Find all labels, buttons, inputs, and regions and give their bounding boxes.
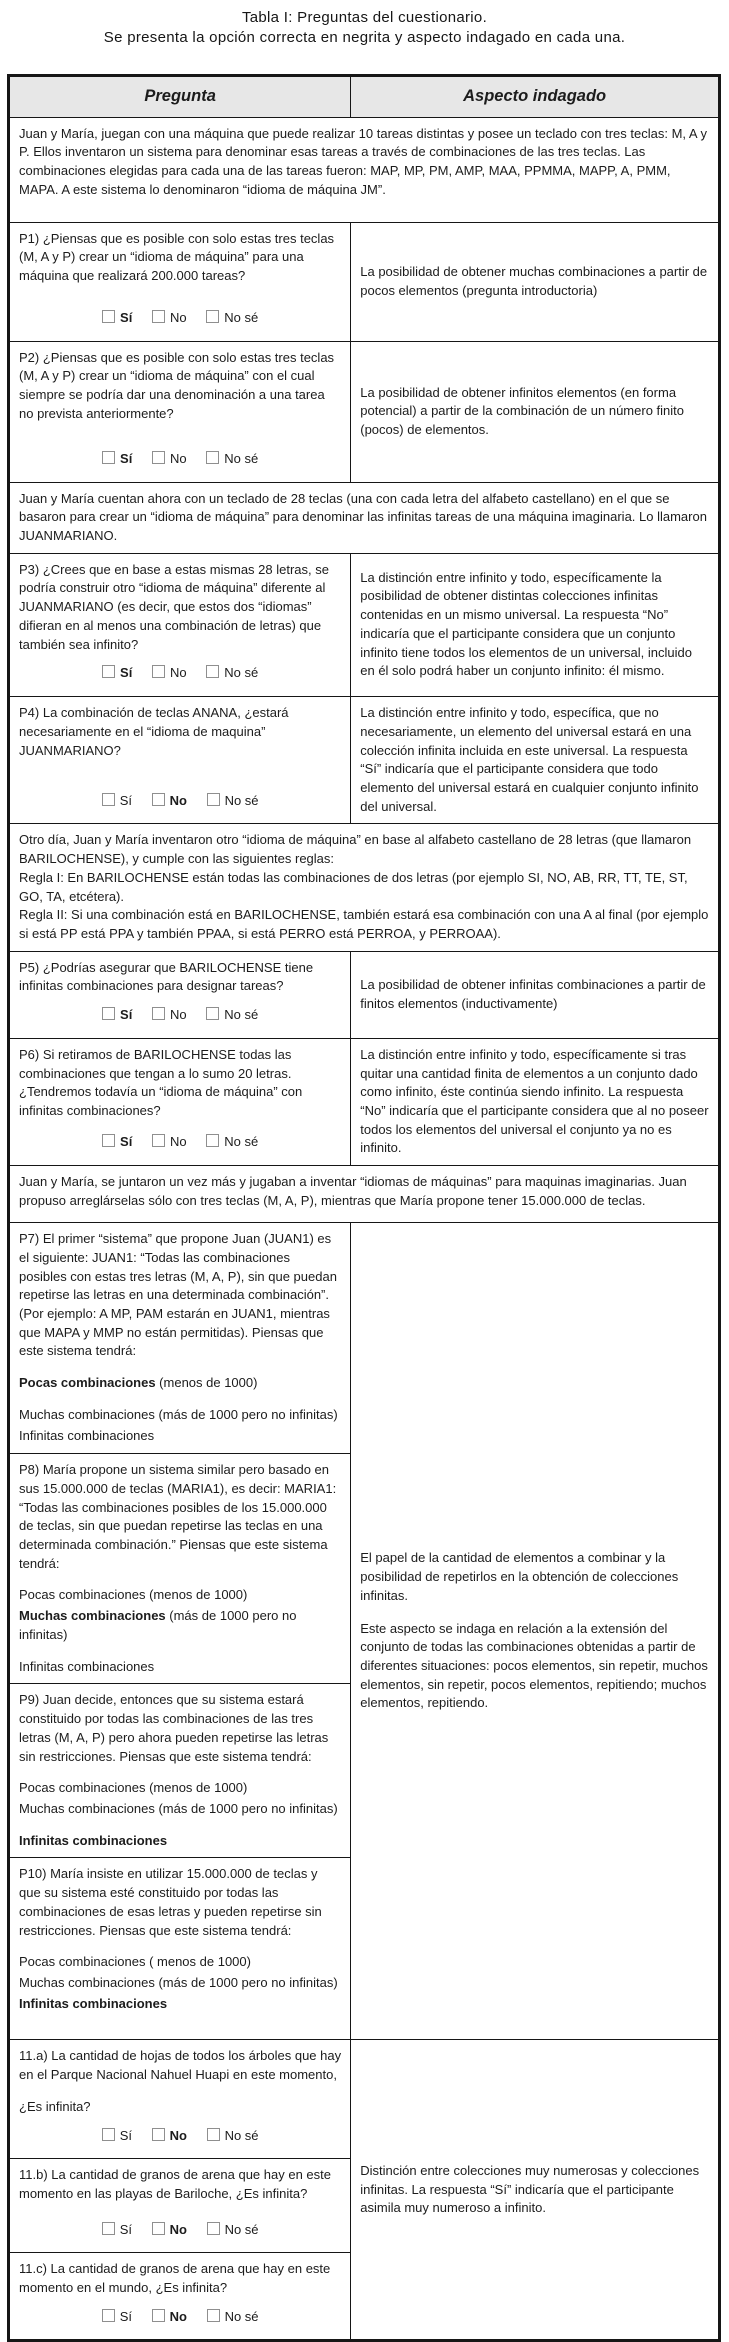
option-nose: No sé bbox=[207, 793, 259, 808]
answer-options-11a bbox=[19, 2117, 341, 2152]
option-si: Sí bbox=[102, 2309, 132, 2324]
checkbox-icon bbox=[102, 1007, 115, 1020]
checkbox-icon bbox=[206, 1134, 219, 1147]
scenario-jm-text: Juan y María, juegan con una máquina que puede realizar 10 tareas distintas y posee un teclado con tres teclas: M, A y P. Ellos inventaron un sistema para denominar esas tareas a través de combinaciones de las tres teclas. Las combinaciones elegidas para cada una de las tareas fueron: MAP, MP, PM, AMP, MAA, PPMMA, MAPP, A, PMM, MAPA. A este sistema lo denominaron “idioma de máquina JM”. bbox=[19, 125, 707, 197]
answer-options-p3 bbox=[19, 654, 341, 689]
checkbox-icon bbox=[102, 2128, 115, 2141]
scenario-regla1-text: Regla I: En BARILOCHENSE están todas las combinaciones de dos letras (por ejemplo SI, NO, AB, RR, TT, TE, ST, GO, TA, etcétera). bbox=[19, 869, 688, 904]
question-text-p6: P6) Si retiramos de BARILOCHENSE todas las combinaciones que tengan a lo sumo 20 letras. ¿Tendremos todavía un “idioma de máquina” con infinitas combinaciones? bbox=[19, 1046, 303, 1118]
option-nose: No sé bbox=[206, 1007, 258, 1022]
aspect-text-p4: La distinción entre infinito y todo, específica, que no necesariamente, un elemento del universal estará en una colección infinita incluida en este universal. La respuesta “Sí” indicaría que el participante considera que todo elemento del universal estará en cualquier conjunto infinito del universal. bbox=[360, 705, 699, 814]
question-text-p8: P8) María propone un sistema similar pero basado en sus 15.000.000 de teclas (MARIA1), es decir: MARIA1: “Todas las combinaciones posibles de los 15.000.000 de teclas, sin que puedan repetirse las teclas en una determinada combinación.” Piensas que este sistema tendrá: bbox=[19, 1462, 337, 1571]
question-row-p1 bbox=[10, 222, 718, 341]
scenario-row-jm bbox=[10, 117, 718, 222]
aspect-paragraph-2: Este aspecto se indaga en relación a la extensión del conjunto de todas las combinaciones obtenidas a partir de diferentes situaciones: pocos elementos, sin repetir, muchos elementos, sin repetir, pocos elementos, repitiendo; muchos elementos, repitiendo. bbox=[360, 1620, 708, 1711]
questionnaire-table bbox=[7, 74, 721, 2342]
scenario-row-barilochense bbox=[10, 823, 718, 950]
option-si: Sí bbox=[102, 793, 132, 808]
question-text-p2: P2) ¿Piensas que es posible con solo estas tres teclas (M, A y P) crear un “idioma de máquina” con el cual siempre se podría dar una denominación a una tarea no prevista anteriormente? bbox=[19, 349, 335, 421]
combo-option-muchas: Muchas combinaciones (más de 1000 pero no infinitas) bbox=[19, 1406, 338, 1422]
aspect-paragraph-1: El papel de la cantidad de elementos a combinar y la posibilidad de repetirlos en la obtención de colecciones infinitas. bbox=[360, 1550, 679, 1603]
question-text-11a-2: ¿Es infinita? bbox=[19, 2098, 91, 2114]
header-row bbox=[10, 77, 718, 117]
question-row-p3 bbox=[10, 553, 718, 696]
checkbox-icon bbox=[206, 665, 219, 678]
question-text-11a: 11.a) La cantidad de hojas de todos los árboles que hay en el Parque Nacional Nahuel Huapi en este momento, bbox=[19, 2048, 342, 2083]
scenario-maquinas-text: Juan y María, se juntaron un vez más y jugaban a inventar “idiomas de máquinas” para maquinas imaginarias. Juan propuso arreglárselas sólo con tres teclas (M, A, P), mientras que María propone tener 15.000.000 de teclas. bbox=[19, 1174, 687, 1208]
table-caption bbox=[0, 0, 729, 48]
answer-options-11b bbox=[19, 2211, 341, 2246]
question-row-p9 bbox=[10, 1683, 351, 1857]
col-header-pregunta: Pregunta bbox=[10, 77, 351, 117]
question-row-11a bbox=[10, 2040, 351, 2158]
checkbox-icon bbox=[207, 2309, 220, 2322]
option-nose: No sé bbox=[206, 310, 258, 325]
option-si: Sí bbox=[102, 451, 132, 466]
combo-option-infinitas: Infinitas combinaciones bbox=[19, 1658, 155, 1674]
aspect-text-11: Distinción entre colecciones muy numerosas y colecciones infinitas. La respuesta “Sí” indicaría que el participante asimila muy numeroso a infinito. bbox=[360, 2162, 700, 2216]
combo-option-pocas: Pocas combinaciones (menos de 1000) bbox=[19, 1780, 248, 1796]
scenario-barilochense-text: Otro día, Juan y María inventaron otro “idioma de máquina” en base al alfabeto castellano de 28 letras (que llamaron BARILOCHENSE), y cumple con las siguientes reglas: bbox=[19, 832, 692, 867]
checkbox-icon bbox=[102, 451, 115, 464]
option-no: No bbox=[152, 665, 187, 680]
combo-option-muchas: Muchas combinaciones (más de 1000 pero no infinitas) bbox=[19, 1800, 338, 1816]
checkbox-icon bbox=[152, 1134, 165, 1147]
scenario-juanmariano-text: Juan y María cuentan ahora con un teclado de 28 teclas (una con cada letra del alfabeto castellano) en el que se basaron para crear un “idioma de máquina” para denominar las infinitas tareas de una máquina imaginaria. Lo llamaron JUANMARIANO. bbox=[19, 490, 707, 544]
option-no: No bbox=[152, 793, 187, 808]
question-row-p8 bbox=[10, 1453, 351, 1683]
question-text-11c: 11.c) La cantidad de granos de arena que hay en este momento en el mundo, ¿Es infinita? bbox=[19, 2261, 331, 2295]
question-text-p10: P10) María insiste en utilizar 15.000.000 de teclas y que su sistema esté constituido por todas las combinaciones de esas letras y pueden repetirse sin restricciones. Piensas que este sistema tendrá: bbox=[19, 1866, 322, 1938]
combo-option-muchas: Muchas combinaciones (más de 1000 pero no infinitas) bbox=[19, 1608, 297, 1642]
scenario-row-juanmariano bbox=[10, 482, 718, 553]
option-nose: No sé bbox=[206, 665, 258, 680]
option-si: Sí bbox=[102, 1007, 132, 1022]
combo-option-pocas: Pocas combinaciones ( menos de 1000) bbox=[19, 1954, 251, 1970]
question-text-p3: P3) ¿Crees que en base a estas mismas 28 letras, se podría construir otro “idioma de máquina” diferente al JUANMARIANO (es decir, que estos dos “idiomas” difieran en al menos una combinación de letras) que también sea infinito? bbox=[19, 561, 329, 652]
checkbox-icon bbox=[152, 1007, 165, 1020]
caption-line-2: Se presenta la opción correcta en negrita y aspecto indagado en cada una. bbox=[103, 28, 626, 46]
option-nose: No sé bbox=[207, 2309, 259, 2324]
answer-options-p5 bbox=[19, 996, 341, 1031]
checkbox-icon bbox=[152, 665, 165, 678]
checkbox-icon bbox=[152, 2222, 165, 2235]
option-nose: No sé bbox=[207, 2128, 259, 2143]
option-no: No bbox=[152, 2222, 187, 2237]
option-si: Sí bbox=[102, 2128, 132, 2143]
aspect-text-p6: La distinción entre infinito y todo, específicamente si tras quitar una cantidad finita de elementos a un conjunto dado como infinito, éste continúa siendo infinito. La respuesta “No” indicaría que el participante considera que al no poseer todos los elementos del universal el conjunto ya no es infinito. bbox=[360, 1046, 709, 1156]
question-row-p7 bbox=[10, 1223, 351, 1453]
aspect-text-p2: La posibilidad de obtener infinitos elementos (en forma potencial) a partir de la combinación de un número finito (pocos) de elementos. bbox=[360, 384, 684, 437]
option-si: Sí bbox=[102, 310, 132, 325]
checkbox-icon bbox=[102, 793, 115, 806]
checkbox-icon bbox=[152, 2128, 165, 2141]
question-row-p10 bbox=[10, 1857, 351, 2039]
scenario-row-maquinas bbox=[10, 1165, 718, 1222]
option-no: No bbox=[152, 451, 187, 466]
checkbox-icon bbox=[152, 2309, 165, 2322]
checkbox-icon bbox=[207, 2222, 220, 2235]
scenario-regla2-text: Regla II: Si una combinación está en BARILOCHENSE, también estará esa combinación con una A al final (por ejemplo si está PP está PPA y también PPAA, si está PERRO está PERROA, y PERROAA). bbox=[19, 907, 709, 941]
option-no: No bbox=[152, 1134, 187, 1149]
checkbox-icon bbox=[207, 793, 220, 806]
checkbox-icon bbox=[102, 2222, 115, 2235]
answer-options-p6 bbox=[19, 1123, 341, 1158]
question-row-p4 bbox=[10, 696, 718, 823]
answer-options-p4 bbox=[19, 782, 341, 817]
question-text-p1: P1) ¿Piensas que es posible con solo estas tres teclas (M, A y P) crear un “idioma de máquina” para una máquina que realizará 200.000 tareas? bbox=[19, 230, 335, 284]
combo-option-pocas: Pocas combinaciones (menos de 1000) bbox=[19, 1587, 248, 1603]
question-row-p5 bbox=[10, 951, 718, 1038]
question-text-p7: P7) El primer “sistema” que propone Juan (JUAN1) es el siguiente: JUAN1: “Todas las combinaciones posibles con estas tres letras (M, A, P), sin que puedan repetirse las letras en una determinada combinación”. (Por ejemplo: A MP, PAM estarán en JUAN1, mientras que MAPA y MMP no están permitidas). Piensas que este sistema tendrá: bbox=[19, 1231, 337, 1359]
option-no: No bbox=[152, 2128, 187, 2143]
question-text-p9: P9) Juan decide, entonces que su sistema estará constituido por todas las combinaciones de las tres letras (M, A, P) pero ahora pueden repetirse las letras sin restricciones. Piensas que este sistema tendrá: bbox=[19, 1692, 329, 1764]
combo-option-infinitas: Infinitas combinaciones bbox=[19, 1995, 168, 2011]
question-row-p6 bbox=[10, 1038, 718, 1165]
checkbox-icon bbox=[102, 1134, 115, 1147]
caption-line-1: Tabla I: Preguntas del cuestionario. bbox=[241, 9, 488, 26]
question-row-11c bbox=[10, 2252, 351, 2339]
option-si: Sí bbox=[102, 2222, 132, 2237]
option-no: No bbox=[152, 1007, 187, 1022]
question-text-11b: 11.b) La cantidad de granos de arena que hay en este momento en las playas de Bariloche, ¿Es infinita? bbox=[19, 2167, 331, 2201]
checkbox-icon bbox=[152, 793, 165, 806]
option-si: Sí bbox=[102, 1134, 132, 1149]
answer-options-p1 bbox=[19, 299, 341, 334]
question-row-p2 bbox=[10, 341, 718, 482]
option-si: Sí bbox=[102, 665, 132, 680]
answer-options-11c bbox=[19, 2298, 341, 2333]
option-nose: No sé bbox=[206, 1134, 258, 1149]
aspect-text-p7-p10 bbox=[351, 1223, 718, 2039]
checkbox-icon bbox=[152, 451, 165, 464]
checkbox-icon bbox=[206, 310, 219, 323]
option-nose: No sé bbox=[207, 2222, 259, 2237]
checkbox-icon bbox=[206, 1007, 219, 1020]
option-nose: No sé bbox=[206, 451, 258, 466]
combo-option-infinitas: Infinitas combinaciones bbox=[19, 1832, 168, 1848]
checkbox-icon bbox=[206, 451, 219, 464]
checkbox-icon bbox=[102, 310, 115, 323]
aspect-text-p1: La posibilidad de obtener muchas combinaciones a partir de pocos elementos (pregunta introductoria) bbox=[360, 263, 708, 298]
checkbox-icon bbox=[102, 665, 115, 678]
combo-option-muchas: Muchas combinaciones (más de 1000 pero no infinitas) bbox=[19, 1974, 338, 1990]
question-text-p4: P4) La combinación de teclas ANANA, ¿estará necesariamente en el “idioma de maquina” JUANMARIANO? bbox=[19, 705, 289, 758]
question-group-11 bbox=[10, 2039, 718, 2339]
question-row-11b bbox=[10, 2158, 351, 2252]
checkbox-icon bbox=[102, 2309, 115, 2322]
option-no: No bbox=[152, 310, 187, 325]
checkbox-icon bbox=[152, 310, 165, 323]
col-header-aspecto: Aspecto indagado bbox=[463, 86, 607, 105]
combo-option-pocas: Pocas combinaciones (menos de 1000) bbox=[19, 1375, 258, 1391]
checkbox-icon bbox=[207, 2128, 220, 2141]
combo-option-infinitas: Infinitas combinaciones bbox=[19, 1427, 155, 1443]
aspect-text-p3: La distinción entre infinito y todo, específicamente la posibilidad de obtener distintas colecciones infinitas contenidas en un mismo universal. La respuesta “No” indicaría que el participante considera que un conjunto infinito tiene todos los elementos de un universal, incluido en él solo podrá haber un conjunto infinito: él mismo. bbox=[360, 569, 692, 679]
aspect-text-p5: La posibilidad de obtener infinitas combinaciones a partir de finitos elementos (inductivamente) bbox=[360, 977, 706, 1011]
question-text-p5: P5) ¿Podrías asegurar que BARILOCHENSE tiene infinitas combinaciones para designar tareas? bbox=[19, 959, 314, 994]
question-group-p7-p10 bbox=[10, 1222, 718, 2039]
option-no: No bbox=[152, 2309, 187, 2324]
answer-options-p2 bbox=[19, 440, 341, 475]
